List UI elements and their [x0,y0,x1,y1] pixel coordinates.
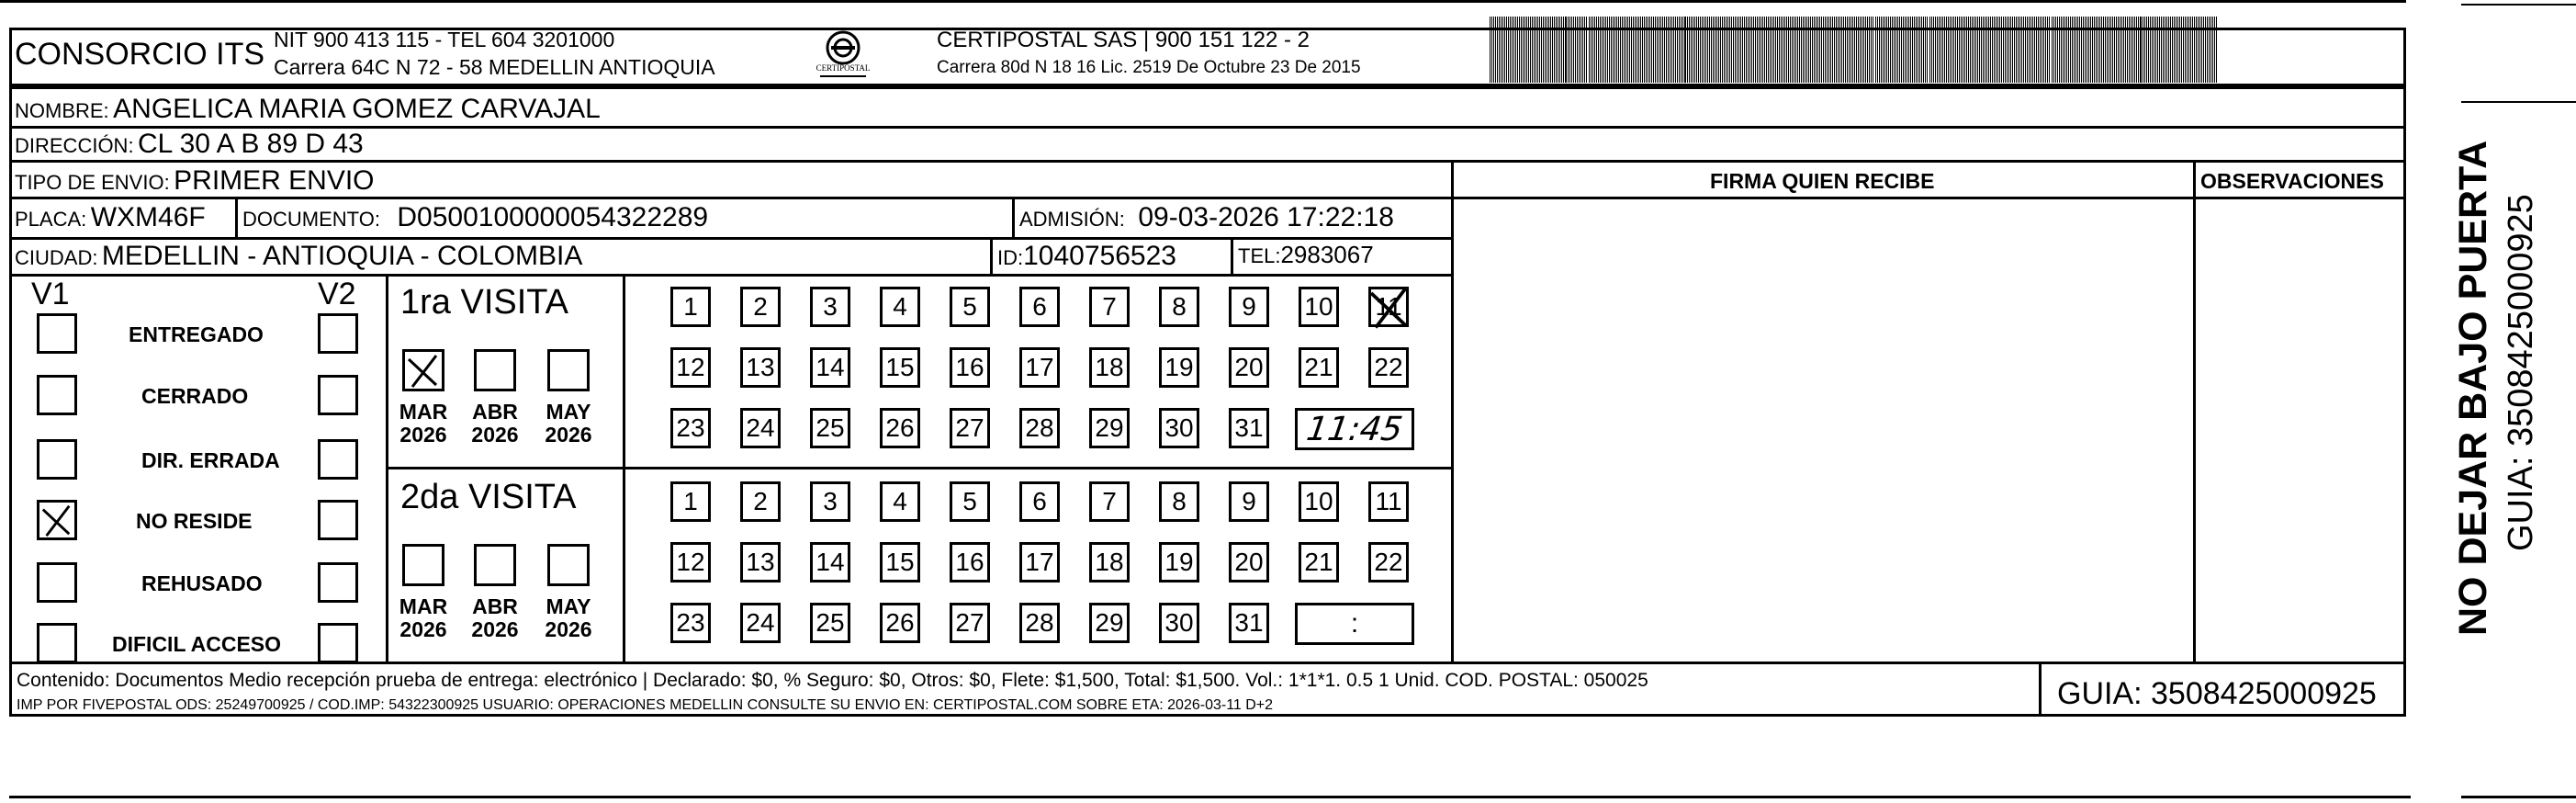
day-box[interactable]: 13 [740,542,781,582]
barcode-graphic [1488,17,2222,83]
month-label [463,595,527,642]
day-box[interactable]: 26 [880,603,920,643]
corner-mark [2461,101,2576,103]
day-box[interactable]: 24 [740,603,781,643]
month-checkbox[interactable] [547,544,590,586]
day-box[interactable]: 12 [670,542,711,582]
v1-header: V1 [31,277,70,311]
day-box[interactable]: 5 [950,481,990,522]
footer-print-line: IMP POR FIVEPOSTAL ODS: 25249700925 / COD.IMP: 54322300925 USUARIO: OPERACIONES MEDELLIN CONSULTE SU ENVIO EN: CERTIPOSTAL.COM SOBRE ETA: 2026-03-11 D+2 [17,697,1274,713]
month-year: 2026 [545,617,592,642]
month-name: ABR [472,400,518,424]
top-border [0,0,2406,3]
cell-divider [990,237,993,276]
month-year: 2026 [471,617,519,642]
day-box[interactable]: 27 [950,603,990,643]
v1-checkbox[interactable] [37,623,77,663]
day-box[interactable]: 1 [670,481,711,522]
check-mark-icon [39,503,74,537]
tel-cell: TEL:2983067 [1238,241,1374,268]
day-box[interactable]: 18 [1089,347,1130,388]
v2-checkbox[interactable] [318,375,358,415]
day-box[interactable]: 8 [1159,481,1199,522]
month-checkbox[interactable] [402,544,444,586]
month-name: MAR [399,594,448,618]
footer-guia-divider [2039,662,2042,717]
footer-content-line: Contenido: Documentos Medio recepción prueba de entrega: electrónico | Declarado: $0, % Seguro: $0, Otros: $0, Flete: $1,500, Total: $1,500. Vol.: 1*1*1. 0.5 1 Unid. COD. POSTAL: 050025 [17,670,1648,691]
day-box[interactable]: 4 [880,481,920,522]
status-option-label: DIR. ERRADA [141,448,280,472]
day-box[interactable]: 30 [1159,603,1199,643]
status-option-label: CERRADO [141,384,249,408]
day-box[interactable]: 10 [1299,287,1339,327]
documento-cell: DOCUMENTO: D0500100000054322289 [242,202,709,232]
day-box[interactable]: 8 [1159,287,1199,327]
logo-caption: CERTIPOSTAL [816,63,871,73]
day-box[interactable]: 22 [1368,542,1409,582]
status-option-label: DIFICIL ACCESO [112,632,282,656]
row-divider [9,126,2406,129]
row-divider [9,160,2406,163]
day-box[interactable]: 6 [1019,481,1060,522]
placa-cell: PLACA: WXM46F [15,202,206,232]
day-box[interactable]: 19 [1159,347,1199,388]
month-name: MAR [399,400,448,424]
day-box[interactable]: 1 [670,287,711,327]
day-box[interactable]: 29 [1089,603,1130,643]
v1-checkbox[interactable] [37,313,77,354]
footer-guia: GUIA: 3508425000925 [2057,676,2377,711]
visit-divider [386,467,1453,469]
day-box[interactable]: 27 [950,408,990,448]
day-box[interactable]: 7 [1089,287,1130,327]
month-label [536,401,601,447]
day-box[interactable]: 2 [740,287,781,327]
v2-checkbox[interactable] [318,313,358,354]
day-box[interactable]: 25 [810,603,850,643]
day-box[interactable]: 26 [880,408,920,448]
documento-value: D0500100000054322289 [397,202,709,232]
month-year: 2026 [399,617,447,642]
day-box[interactable]: 25 [810,408,850,448]
status-option-label: NO RESIDE [136,509,253,533]
day-box[interactable]: 19 [1159,542,1199,582]
v2-checkbox[interactable] [318,562,358,603]
direccion-value: CL 30 A B 89 D 43 [138,129,364,159]
day-box[interactable]: 14 [810,542,850,582]
day-box[interactable]: 5 [950,287,990,327]
row-divider [9,274,1453,277]
v1-checkbox[interactable] [37,375,77,415]
row-divider [9,237,1453,240]
day-box[interactable]: 17 [1019,542,1060,582]
month-label [463,401,527,447]
day-box[interactable]: 24 [740,408,781,448]
v1-checkbox[interactable] [37,439,77,480]
day-box[interactable]: 15 [880,347,920,388]
day-box[interactable]: 16 [950,542,990,582]
month-label [536,595,601,642]
row-divider-right [1451,197,2406,199]
nombre-value: ANGELICA MARIA GOMEZ CARVAJAL [113,94,601,124]
tel-value: 2983067 [1280,241,1374,268]
day-box[interactable]: 13 [740,347,781,388]
ciudad-cell: CIUDAD: MEDELLIN - ANTIOQUIA - COLOMBIA [15,241,583,271]
month-checkbox[interactable] [547,349,590,391]
id-value: 1040756523 [1023,241,1176,271]
day-box[interactable]: 3 [810,481,850,522]
col-divider-obs [2193,160,2196,663]
barcode [1488,17,2222,83]
month-label [391,401,456,447]
cell-divider [235,198,238,239]
day-box[interactable]: 31 [1229,603,1269,643]
time-field[interactable] [1295,603,1414,645]
status-option-label: ENTREGADO [129,322,264,346]
placa-value: WXM46F [90,202,206,232]
v2-checkbox[interactable] [318,439,358,480]
day-box[interactable]: 28 [1019,603,1060,643]
day-box[interactable]: 22 [1368,347,1409,388]
day-box[interactable]: 29 [1089,408,1130,448]
handwritten-time: 11:45 [1304,410,1405,448]
status-option-label: REHUSADO [141,571,263,595]
carrier-name: CERTIPOSTAL SAS | 900 151 122 - 2 [937,28,1310,52]
footer-divider [9,662,2406,664]
day-box[interactable]: 30 [1159,408,1199,448]
cell-divider [1231,237,1233,276]
bottom-cut-line-right [2461,796,2576,798]
day-box[interactable]: 11 [1368,287,1409,327]
day-box[interactable]: 21 [1299,542,1339,582]
admision-value: 09-03-2026 17:22:18 [1138,202,1394,232]
day-box[interactable]: 11 [1368,481,1409,522]
month-name: MAY [546,400,591,424]
month-checkbox[interactable] [402,349,444,391]
company-nit-tel: NIT 900 413 115 - TEL 604 3201000 [274,28,615,51]
side-no-dejar: NO DEJAR BAJO PUERTA [2451,140,2495,636]
tipo-value: PRIMER ENVIO [174,165,375,196]
day-box[interactable]: 12 [670,347,711,388]
day-box[interactable]: 28 [1019,408,1060,448]
day-box[interactable]: 10 [1299,481,1339,522]
v2-checkbox[interactable] [318,623,358,663]
day-box[interactable]: 6 [1019,287,1060,327]
month-label [391,595,456,642]
day-box[interactable]: 7 [1089,481,1130,522]
day-box[interactable]: 15 [880,542,920,582]
visit1-title: 1ra VISITA [400,283,569,322]
direccion-row: DIRECCIÓN: CL 30 A B 89 D 43 [15,129,364,159]
day-box[interactable]: 4 [880,287,920,327]
day-box[interactable]: 9 [1229,287,1269,327]
corner-mark [2461,4,2576,6]
bottom-cut-line [9,796,2411,798]
id-cell: ID:1040756523 [997,241,1176,271]
day-box[interactable]: 21 [1299,347,1339,388]
logo-emblem-icon [811,28,875,85]
day-box[interactable]: 17 [1019,347,1060,388]
company-name: CONSORCIO ITS [15,37,265,72]
v1-checkbox[interactable] [37,500,77,540]
day-box[interactable]: 3 [810,287,850,327]
month-year: 2026 [545,423,592,447]
day-box[interactable]: 23 [670,603,711,643]
month-checkbox[interactable] [474,544,516,586]
day-box[interactable]: 20 [1229,347,1269,388]
visit2-title: 2da VISITA [400,478,577,516]
month-year: 2026 [471,423,519,447]
month-year: 2026 [399,423,447,447]
day-box[interactable]: 20 [1229,542,1269,582]
certipostal-logo [811,28,875,85]
ciudad-value: MEDELLIN - ANTIOQUIA - COLOMBIA [101,241,583,271]
v2-checkbox[interactable] [318,500,358,540]
col-divider-firma [1451,160,1454,663]
row-divider [9,197,1453,199]
day-box[interactable]: 23 [670,408,711,448]
time-field[interactable] [1295,408,1414,450]
month-name: MAY [546,594,591,618]
day-box[interactable]: 9 [1229,481,1269,522]
carrier-license: Carrera 80d N 18 16 Lic. 2519 De Octubre 23 De 2015 [937,58,1361,77]
observaciones-header: OBSERVACIONES [2200,169,2384,193]
day-box[interactable]: 14 [810,347,850,388]
day-box[interactable]: 2 [740,481,781,522]
day-box[interactable]: 31 [1229,408,1269,448]
month-checkbox[interactable] [474,349,516,391]
nombre-row: NOMBRE: ANGELICA MARIA GOMEZ CARVAJAL [15,94,601,124]
tipo-row: TIPO DE ENVIO: PRIMER ENVIO [15,165,375,196]
admision-cell: ADMISIÓN: 09-03-2026 17:22:18 [1019,202,1394,232]
check-mark-icon [405,352,442,389]
time-separator: : [1350,608,1359,639]
side-guia: GUIA: 3508425000925 [2502,194,2540,551]
month-name: ABR [472,594,518,618]
firma-header: FIRMA QUIEN RECIBE [1710,169,1935,193]
v2-header: V2 [318,277,356,311]
cell-divider [1012,198,1015,239]
company-address: Carrera 64C N 72 - 58 MEDELLIN ANTIOQUIA [274,55,715,79]
v1-checkbox[interactable] [37,562,77,603]
day-box[interactable]: 16 [950,347,990,388]
day-box[interactable]: 18 [1089,542,1130,582]
